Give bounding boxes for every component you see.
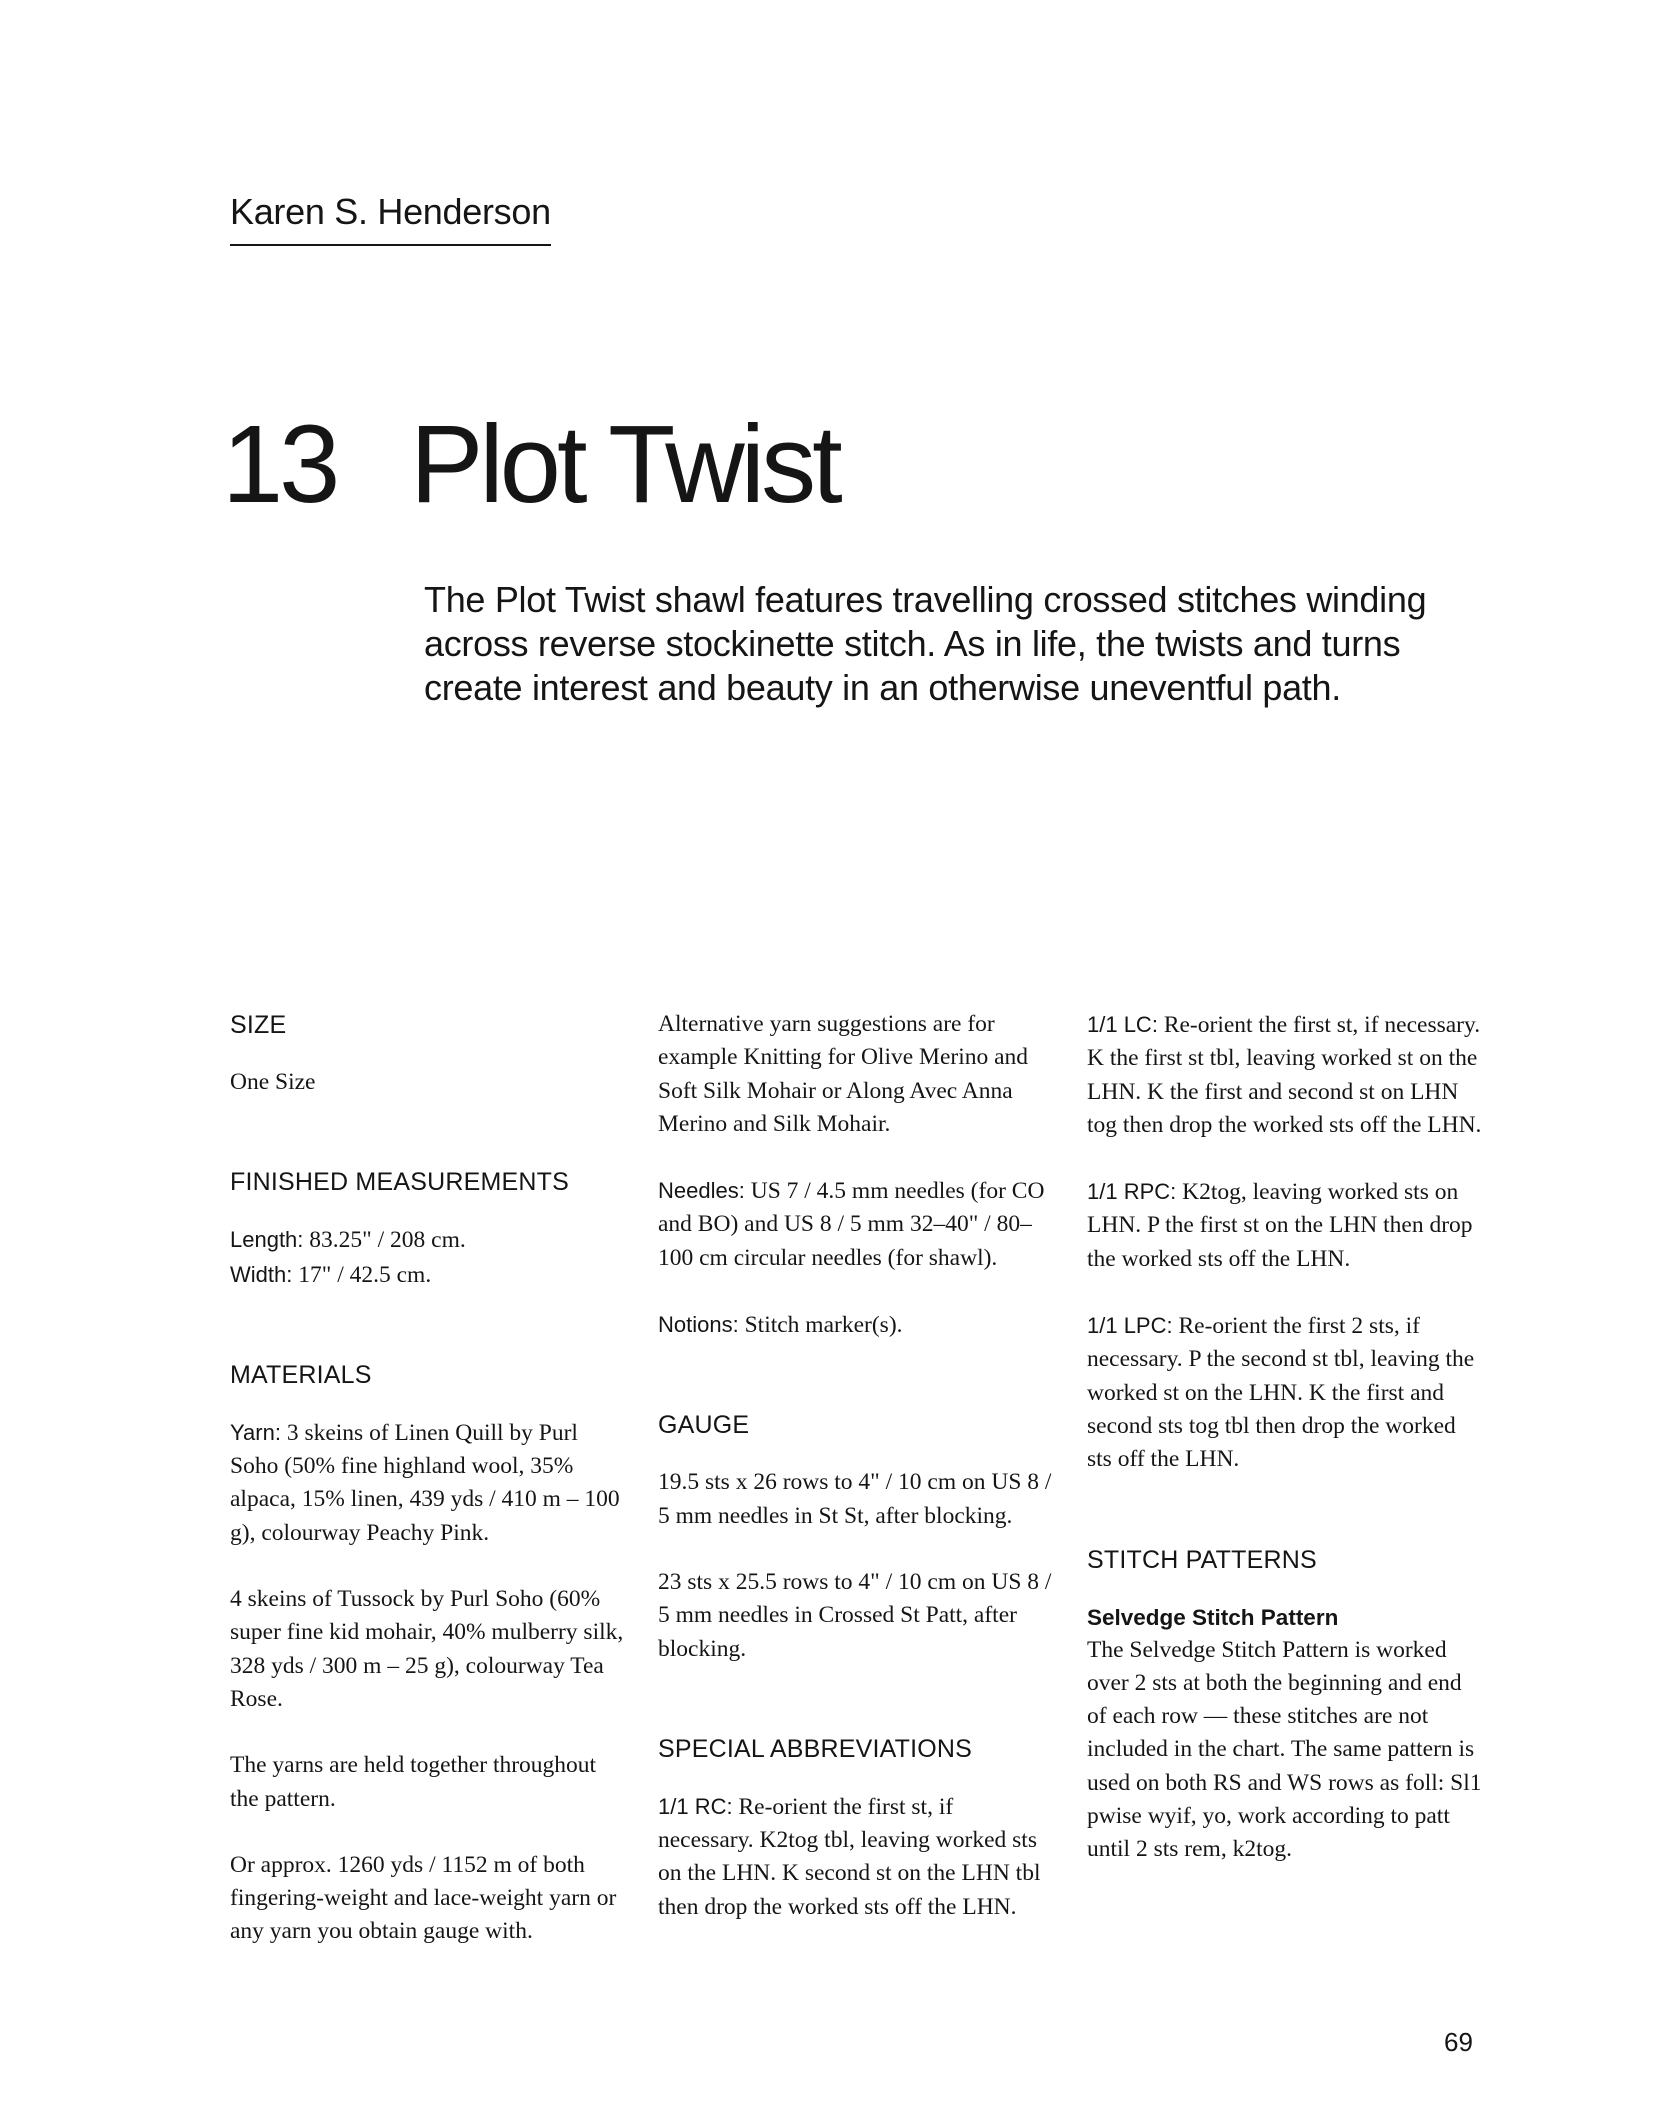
abbr-rpc-text: K2tog, leaving worked sts on LHN. P the first st on the LHN then drop the worked sts off the LHN. [1087, 1179, 1473, 1272]
chapter-number: 13 [222, 403, 337, 526]
notions-text: Stitch marker(s). [744, 1312, 903, 1339]
selvedge-text: The Selvedge Stitch Pattern is worked over 2 sts at both the beginning and end of each row — these stitches are not included in the chart. The same pattern is used on both RS and WS rows as foll: Sl1 pwise wyif, yo, work according to patt until 2 sts rem, k2tog. [1087, 1636, 1482, 1863]
page-number: 69 [1444, 2027, 1473, 2057]
length-line [230, 1223, 625, 1257]
author-name: Karen S. Henderson [230, 190, 551, 246]
selvedge-heading: Selvedge Stitch Pattern [1087, 1604, 1339, 1630]
abbr-lpc-paragraph [1087, 1309, 1482, 1476]
width-value: 17" / 42.5 cm. [298, 1261, 432, 1288]
width-label: Width: [230, 1261, 293, 1287]
size-heading: SIZE [230, 1011, 287, 1039]
gauge-line-2: 23 sts x 25.5 rows to 4" / 10 cm on US 8 / 5 mm needles in Crossed St Patt, after blocking. [658, 1568, 1052, 1662]
needles-text: US 7 / 4.5 mm needles (for CO and BO) and US 8 / 5 mm 32–40" / 80–100 cm circular needles (for shawl). [658, 1178, 1045, 1271]
length-label: Length: [230, 1227, 304, 1253]
abbr-lc-paragraph [1087, 1008, 1482, 1142]
yarn-label: Yarn: [230, 1419, 281, 1445]
needles-label: Needles: [658, 1178, 745, 1204]
size-value: One Size [230, 1069, 316, 1095]
width-line [230, 1258, 625, 1292]
chapter-title [222, 400, 839, 530]
held-together-paragraph: The yarns are held together throughout the pattern. [230, 1752, 597, 1812]
length-value: 83.25" / 208 cm. [309, 1227, 466, 1254]
notions-paragraph [658, 1308, 1053, 1342]
abbr-rc-label: 1/1 RC: [658, 1793, 733, 1819]
intro-paragraph: The Plot Twist shawl features travelling crossed stitches winding across reverse stockinette stitch. As in life, the twists and turns create interest and beauty in an otherwise uneventful path. [424, 579, 1427, 708]
gauge-heading: GAUGE [658, 1411, 750, 1440]
alternative-yarn-paragraph: Alternative yarn suggestions are for example Knitting for Olive Merino and Soft Silk Mohair or Along Avec Anna Merino and Silk Mohair. [658, 1011, 1029, 1137]
abbr-lc-label: 1/1 LC: [1087, 1012, 1158, 1037]
abbr-lpc-label: 1/1 LPC: [1087, 1313, 1173, 1339]
yarn-paragraph [230, 1416, 625, 1550]
yarn-text: 3 skeins of Linen Quill by Purl Soho (50% fine highland wool, 35% alpaca, 15% linen, 439 yds / 410 m – 100 g), colourway Peachy Pink. [230, 1419, 620, 1546]
abbr-rc-paragraph [658, 1790, 1053, 1924]
column-3 [1087, 1008, 1482, 1867]
chapter-name: Plot Twist [410, 403, 839, 526]
abbr-rc-text: Re-orient the first st, if necessary. K2tog tbl, leaving worked sts on the LHN. K second st on the LHN tbl then drop the worked sts off the LHN. [658, 1793, 1041, 1920]
approx-paragraph: Or approx. 1260 yds / 1152 m of both fingering-weight and lace-weight yarn or any yarn you obtain gauge with. [230, 1851, 617, 1945]
stitch-patterns-heading: STITCH PATTERNS [1087, 1545, 1317, 1574]
needles-paragraph [658, 1174, 1053, 1275]
notions-label: Notions: [658, 1312, 739, 1338]
finished-measurements-heading: FINISHED MEASUREMENTS [230, 1168, 569, 1197]
materials-heading: MATERIALS [230, 1360, 372, 1389]
column-2 [658, 1008, 1053, 1924]
column-1 [230, 1008, 625, 1949]
gauge-line-1: 19.5 sts x 26 rows to 4" / 10 cm on US 8 / 5 mm needles in St St, after blocking. [658, 1469, 1052, 1529]
yarn2-paragraph: 4 skeins of Tussock by Purl Soho (60% super fine kid mohair, 40% mulberry silk, 328 yds / 300 m – 25 g), colourway Tea Rose. [230, 1586, 624, 1712]
abbr-lc-text: Re-orient the first st, if necessary. K the first st tbl, leaving worked st on the LHN. K the first and second st on LHN tog then drop the worked sts off the LHN. [1087, 1012, 1482, 1138]
abbr-rpc-label: 1/1 RPC: [1087, 1179, 1177, 1205]
abbr-rpc-paragraph [1087, 1175, 1482, 1276]
abbr-lpc-text: Re-orient the first 2 sts, if necessary. P the second st tbl, leaving the worked st on the LHN. K the first and second sts tog tbl then drop the worked sts off the LHN. [1087, 1313, 1475, 1473]
special-abbreviations-heading: SPECIAL ABBREVIATIONS [658, 1734, 973, 1763]
